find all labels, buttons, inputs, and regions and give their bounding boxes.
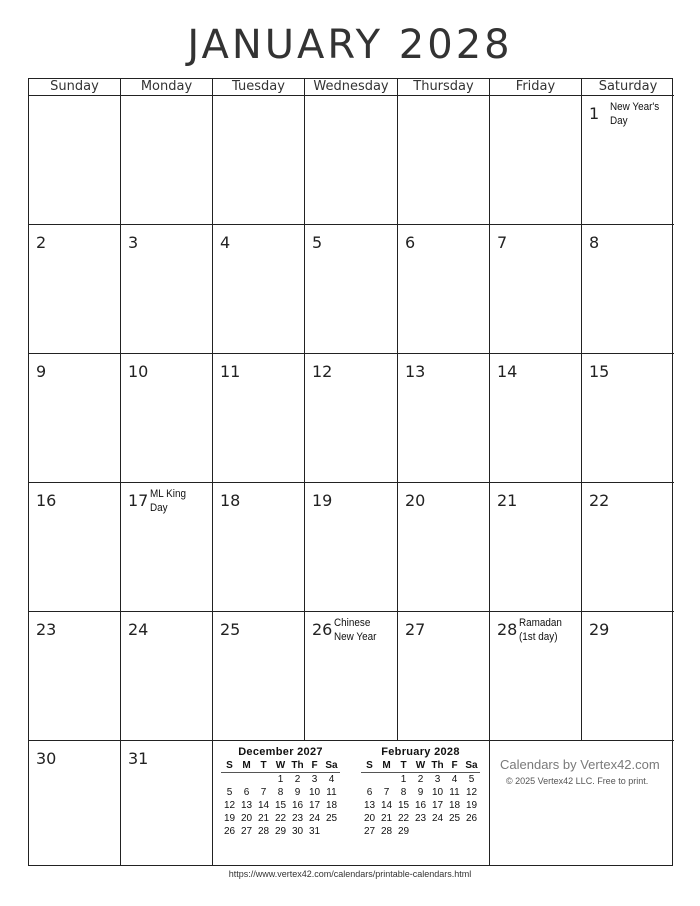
mini-day: 24 <box>308 813 321 824</box>
mini-day: 17 <box>308 800 321 811</box>
mini-day: 5 <box>468 774 475 785</box>
calendar-title: JANUARY 2028 <box>187 22 513 68</box>
mini-weekday-header: T <box>255 759 272 773</box>
day-number: 8 <box>589 233 600 252</box>
mini-day: 11 <box>326 787 337 798</box>
mini-day <box>255 773 272 787</box>
mini-day: 28 <box>380 826 393 837</box>
mini-day: 15 <box>274 800 287 811</box>
day-cell <box>29 96 121 225</box>
mini-day: 1 <box>277 774 284 785</box>
mini-calendar-row <box>221 812 340 825</box>
weekday-header-monday: Monday <box>121 79 213 96</box>
mini-day <box>463 825 480 838</box>
day-cell <box>398 612 490 741</box>
mini-calendars-block <box>213 741 490 865</box>
mini-weekday-header: S <box>221 759 238 773</box>
day-cell <box>121 225 213 354</box>
mini-day: 22 <box>397 813 410 824</box>
mini-calendar-row <box>221 773 340 787</box>
day-number: 22 <box>589 491 610 510</box>
mini-day: 3 <box>311 774 318 785</box>
day-number: 15 <box>589 362 610 381</box>
day-cell <box>582 612 674 741</box>
mini-day <box>323 825 340 838</box>
day-number: 2 <box>36 233 47 252</box>
day-number: 29 <box>589 620 610 639</box>
day-cell <box>305 483 398 612</box>
mini-day: 27 <box>363 826 376 837</box>
day-cell <box>29 354 121 483</box>
day-cell <box>29 225 121 354</box>
mini-day: 16 <box>291 800 304 811</box>
mini-day: 9 <box>294 787 301 798</box>
day-cell <box>398 96 490 225</box>
day-number: 13 <box>405 362 426 381</box>
mini-day <box>221 773 238 787</box>
day-cell <box>29 612 121 741</box>
day-cell <box>121 612 213 741</box>
mini-day: 25 <box>325 813 338 824</box>
mini-day: 1 <box>400 774 407 785</box>
day-cell <box>213 612 305 741</box>
mini-day: 9 <box>417 787 424 798</box>
mini-day: 15 <box>397 800 410 811</box>
day-number: 3 <box>128 233 139 252</box>
mini-day: 27 <box>240 826 253 837</box>
mini-day: 24 <box>431 813 444 824</box>
day-number: 31 <box>128 749 149 768</box>
day-cell <box>121 96 213 225</box>
mini-weekday-header: W <box>412 759 429 773</box>
mini-calendar-row <box>221 799 340 812</box>
weekday-header-saturday: Saturday <box>582 79 674 96</box>
footer-url[interactable]: https://www.vertex42.com/calendars/printable-calendars.html <box>228 869 472 879</box>
day-number: 4 <box>220 233 231 252</box>
mini-weekday-header: Sa <box>323 759 340 773</box>
mini-calendar-title: December 2027 <box>238 746 323 758</box>
day-number: 26 <box>312 620 333 639</box>
mini-day: 11 <box>449 787 460 798</box>
day-cell <box>213 354 305 483</box>
day-cell <box>398 483 490 612</box>
mini-weekday-header: Th <box>289 759 306 773</box>
mini-day: 7 <box>260 787 267 798</box>
day-number: 10 <box>128 362 149 381</box>
day-cell <box>305 225 398 354</box>
weekday-header-friday: Friday <box>490 79 582 96</box>
mini-weekday-header: F <box>446 759 463 773</box>
mini-calendar-row <box>361 786 480 799</box>
mini-day: 7 <box>383 787 390 798</box>
mini-day: 5 <box>226 787 233 798</box>
day-number: 17 <box>128 491 149 510</box>
mini-day: 22 <box>274 813 287 824</box>
mini-day: 18 <box>325 800 338 811</box>
mini-day: 10 <box>431 787 444 798</box>
mini-day: 6 <box>366 787 373 798</box>
day-cell <box>490 612 582 741</box>
mini-weekday-header: M <box>378 759 395 773</box>
mini-calendar-table <box>221 759 340 838</box>
day-number: 28 <box>497 620 518 639</box>
mini-day: 31 <box>308 826 321 837</box>
mini-calendar-row <box>361 773 480 787</box>
mini-calendar-row <box>221 825 340 838</box>
day-number: 6 <box>405 233 416 252</box>
weekday-header-wednesday: Wednesday <box>305 79 398 96</box>
mini-day: 21 <box>380 813 393 824</box>
day-cell <box>582 483 674 612</box>
mini-day <box>378 773 395 787</box>
day-number: 23 <box>36 620 57 639</box>
mini-calendar-table <box>361 759 480 838</box>
holiday-label: Chinese New Year <box>334 617 377 643</box>
day-cell <box>490 225 582 354</box>
day-cell <box>582 354 674 483</box>
mini-day: 26 <box>465 813 478 824</box>
day-number: 24 <box>128 620 149 639</box>
mini-day: 28 <box>257 826 270 837</box>
mini-calendar-february-2028 <box>361 746 480 838</box>
day-cell <box>121 741 213 865</box>
mini-weekday-header: T <box>395 759 412 773</box>
mini-day: 4 <box>328 774 335 785</box>
mini-calendar-row <box>361 812 480 825</box>
day-cell <box>121 354 213 483</box>
mini-day: 13 <box>240 800 253 811</box>
day-number: 27 <box>405 620 426 639</box>
mini-day: 20 <box>363 813 376 824</box>
day-cell <box>398 225 490 354</box>
mini-day: 8 <box>400 787 407 798</box>
mini-weekday-header: S <box>361 759 378 773</box>
mini-day: 8 <box>277 787 284 798</box>
mini-day: 12 <box>223 800 236 811</box>
mini-weekday-header: M <box>238 759 255 773</box>
holiday-label: ML King Day <box>150 488 186 514</box>
mini-day: 23 <box>414 813 427 824</box>
day-number: 16 <box>36 491 57 510</box>
mini-day: 12 <box>465 787 478 798</box>
copyright-text: © 2025 Vertex42 LLC. Free to print. <box>506 776 649 786</box>
day-cell <box>213 225 305 354</box>
calendar-grid <box>28 78 673 866</box>
mini-day: 19 <box>223 813 236 824</box>
holiday-label: New Year's Day <box>610 101 660 127</box>
day-cell <box>398 354 490 483</box>
day-cell <box>305 96 398 225</box>
day-cell <box>582 225 674 354</box>
holiday-label: Ramadan (1st day) <box>519 617 562 643</box>
mini-day <box>446 825 463 838</box>
mini-calendar-december-2027 <box>221 746 340 838</box>
day-number: 5 <box>312 233 323 252</box>
mini-day: 3 <box>434 774 441 785</box>
day-cell <box>29 741 121 865</box>
mini-day: 2 <box>294 774 301 785</box>
day-number: 9 <box>36 362 47 381</box>
mini-weekday-header: W <box>272 759 289 773</box>
day-number: 12 <box>312 362 333 381</box>
mini-day: 14 <box>257 800 270 811</box>
mini-day: 29 <box>397 826 410 837</box>
day-cell <box>29 483 121 612</box>
mini-calendar-row <box>361 825 480 838</box>
day-cell <box>490 96 582 225</box>
weekday-header-sunday: Sunday <box>29 79 121 96</box>
mini-day: 30 <box>291 826 304 837</box>
mini-day: 2 <box>417 774 424 785</box>
mini-calendar-row <box>221 786 340 799</box>
mini-day: 13 <box>363 800 376 811</box>
branding-block <box>490 741 674 865</box>
brand-link[interactable]: Calendars by Vertex42.com <box>500 757 660 772</box>
day-number: 18 <box>220 491 241 510</box>
mini-calendar-header-row <box>221 759 340 773</box>
weekday-header-tuesday: Tuesday <box>213 79 305 96</box>
day-cell <box>121 483 213 612</box>
day-cell <box>490 354 582 483</box>
mini-day <box>429 825 446 838</box>
mini-day: 26 <box>223 826 236 837</box>
mini-day: 21 <box>257 813 270 824</box>
mini-day: 6 <box>243 787 250 798</box>
mini-day: 20 <box>240 813 253 824</box>
mini-calendar-title: February 2028 <box>381 746 460 758</box>
mini-day: 14 <box>380 800 393 811</box>
mini-day: 10 <box>308 787 321 798</box>
mini-day: 25 <box>448 813 461 824</box>
day-number: 19 <box>312 491 333 510</box>
mini-day <box>361 773 378 787</box>
day-cell <box>490 483 582 612</box>
mini-day <box>412 825 429 838</box>
day-cell <box>305 354 398 483</box>
day-cell <box>582 96 674 225</box>
mini-weekday-header: F <box>306 759 323 773</box>
day-cell <box>213 96 305 225</box>
day-number: 7 <box>497 233 508 252</box>
day-number: 30 <box>36 749 57 768</box>
day-number: 1 <box>589 104 600 123</box>
mini-weekday-header: Sa <box>463 759 480 773</box>
mini-day: 23 <box>291 813 304 824</box>
mini-day: 29 <box>274 826 287 837</box>
mini-day: 18 <box>448 800 461 811</box>
day-number: 21 <box>497 491 518 510</box>
mini-day: 17 <box>431 800 444 811</box>
mini-day: 4 <box>451 774 458 785</box>
mini-calendar-row <box>361 799 480 812</box>
mini-day <box>238 773 255 787</box>
day-cell <box>213 483 305 612</box>
weekday-header-thursday: Thursday <box>398 79 490 96</box>
day-cell <box>305 612 398 741</box>
day-number: 25 <box>220 620 241 639</box>
mini-calendar-header-row <box>361 759 480 773</box>
day-number: 11 <box>220 362 241 381</box>
mini-day: 16 <box>414 800 427 811</box>
day-number: 20 <box>405 491 426 510</box>
day-number: 14 <box>497 362 518 381</box>
mini-day: 19 <box>465 800 478 811</box>
mini-weekday-header: Th <box>429 759 446 773</box>
